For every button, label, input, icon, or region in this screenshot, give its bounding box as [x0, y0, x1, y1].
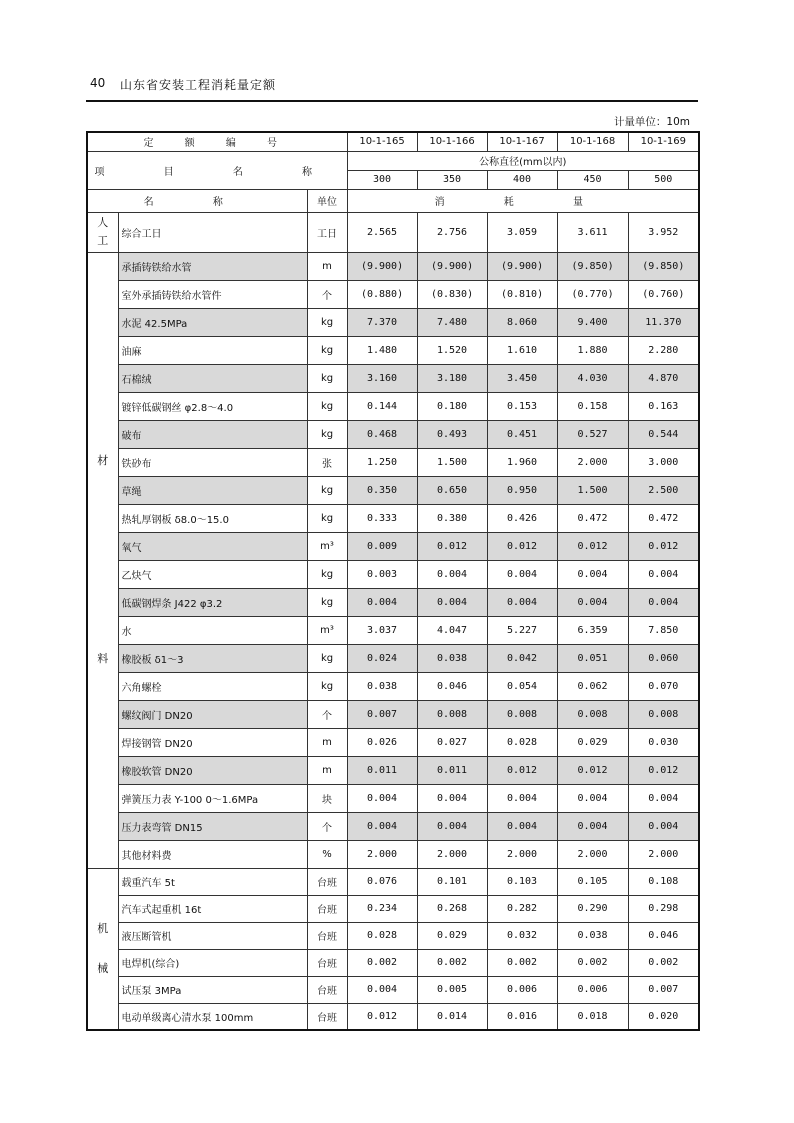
consumption-value: 2.565	[347, 212, 417, 252]
consumption-value: 0.004	[557, 784, 628, 812]
item-name: 油麻	[118, 336, 307, 364]
consumption-value: 1.610	[487, 336, 557, 364]
consumption-value: 1.520	[417, 336, 487, 364]
diameter-value: 400	[487, 170, 557, 189]
consumption-value: 1.250	[347, 448, 417, 476]
consumption-value: 0.350	[347, 476, 417, 504]
item-name: 螺纹阀门 DN20	[118, 700, 307, 728]
item-unit: 工日	[307, 212, 347, 252]
item-unit: m³	[307, 532, 347, 560]
consumption-value: 0.004	[628, 588, 699, 616]
consumption-value: 0.016	[487, 1003, 557, 1030]
consumption-value: 0.002	[347, 949, 417, 976]
consumption-value: 7.480	[417, 308, 487, 336]
consumption-value: 0.008	[417, 700, 487, 728]
item-name: 草绳	[118, 476, 307, 504]
item-unit: kg	[307, 392, 347, 420]
consumption-value: 0.012	[557, 532, 628, 560]
item-unit: 张	[307, 448, 347, 476]
consumption-value: 0.003	[347, 560, 417, 588]
consumption-value: 2.280	[628, 336, 699, 364]
item-unit: kg	[307, 308, 347, 336]
item-name: 液压断管机	[118, 922, 307, 949]
consumption-value: (0.880)	[347, 280, 417, 308]
item-unit: 台班	[307, 922, 347, 949]
consumption-value: 0.004	[557, 560, 628, 588]
item-unit: kg	[307, 504, 347, 532]
consumption-value: 0.380	[417, 504, 487, 532]
consumption-value: 0.158	[557, 392, 628, 420]
consumption-value: (0.770)	[557, 280, 628, 308]
item-unit: m	[307, 252, 347, 280]
consumption-value: 0.004	[487, 812, 557, 840]
table-row	[87, 756, 699, 784]
item-unit: 个	[307, 812, 347, 840]
consumption-value: 1.960	[487, 448, 557, 476]
consumption-value: 0.105	[557, 868, 628, 895]
consumption-value: (0.830)	[417, 280, 487, 308]
consumption-value: 0.029	[557, 728, 628, 756]
consumption-value: 0.180	[417, 392, 487, 420]
item-name: 弹簧压力表 Y-100 0～1.6MPa	[118, 784, 307, 812]
consumption-value: 0.298	[628, 895, 699, 922]
consumption-value: 0.451	[487, 420, 557, 448]
item-unit: 台班	[307, 895, 347, 922]
item-unit: kg	[307, 476, 347, 504]
consumption-value: 0.004	[628, 812, 699, 840]
consumption-value: 2.000	[628, 840, 699, 868]
item-name: 铁砂布	[118, 448, 307, 476]
table-row	[87, 448, 699, 476]
table-row	[87, 212, 699, 252]
consumption-value: 0.493	[417, 420, 487, 448]
consumption-value: 0.002	[628, 949, 699, 976]
consumption-value: 2.500	[628, 476, 699, 504]
consumption-value: 0.006	[487, 976, 557, 1003]
item-name: 汽车式起重机 16t	[118, 895, 307, 922]
diameter-label-row	[87, 151, 699, 170]
item-name: 承插铸铁给水管	[118, 252, 307, 280]
consumption-value: 0.012	[347, 1003, 417, 1030]
consumption-value: 0.026	[347, 728, 417, 756]
consumption-value: 3.037	[347, 616, 417, 644]
table-row	[87, 392, 699, 420]
quota-code: 10-1-169	[628, 132, 699, 151]
item-unit: 台班	[307, 976, 347, 1003]
consumption-value: 0.472	[628, 504, 699, 532]
consumption-value: (9.850)	[628, 252, 699, 280]
consumption-value: 0.004	[347, 812, 417, 840]
item-unit: kg	[307, 672, 347, 700]
consumption-value: 0.004	[347, 976, 417, 1003]
consumption-value: 0.007	[347, 700, 417, 728]
item-name: 低碳钢焊条 J422 φ3.2	[118, 588, 307, 616]
consumption-value: 0.014	[417, 1003, 487, 1030]
consumption-value: 0.004	[417, 812, 487, 840]
consumption-value: 5.227	[487, 616, 557, 644]
quota-code-row	[87, 132, 699, 151]
consumption-value: 3.952	[628, 212, 699, 252]
consumption-label: 消 耗 量	[347, 189, 699, 212]
quota-code: 10-1-168	[557, 132, 628, 151]
consumption-value: 0.650	[417, 476, 487, 504]
item-name: 石棉绒	[118, 364, 307, 392]
item-name: 氧气	[118, 532, 307, 560]
item-name: 热轧厚钢板 δ8.0～15.0	[118, 504, 307, 532]
consumption-value: 6.359	[557, 616, 628, 644]
item-unit: 台班	[307, 1003, 347, 1030]
book-title: 山东省安装工程消耗量定额	[120, 78, 277, 92]
table-row	[87, 728, 699, 756]
consumption-value: 2.000	[557, 840, 628, 868]
consumption-value: 0.544	[628, 420, 699, 448]
item-name: 橡胶软管 DN20	[118, 756, 307, 784]
consumption-value: 0.008	[487, 700, 557, 728]
item-name: 橡胶板 δ1～3	[118, 644, 307, 672]
quota-code: 10-1-166	[417, 132, 487, 151]
consumption-value: 2.000	[557, 448, 628, 476]
item-unit: %	[307, 840, 347, 868]
consumption-value: 4.030	[557, 364, 628, 392]
consumption-value: 3.450	[487, 364, 557, 392]
name-column-label: 名 称	[87, 189, 307, 212]
consumption-value: 1.880	[557, 336, 628, 364]
item-unit: kg	[307, 364, 347, 392]
item-unit: 块	[307, 784, 347, 812]
consumption-value: 0.333	[347, 504, 417, 532]
consumption-value: 0.076	[347, 868, 417, 895]
consumption-value: 0.007	[628, 976, 699, 1003]
consumption-value: 0.009	[347, 532, 417, 560]
consumption-value: 7.850	[628, 616, 699, 644]
consumption-value: 0.290	[557, 895, 628, 922]
consumption-value: 0.144	[347, 392, 417, 420]
consumption-value: 0.002	[487, 949, 557, 976]
table-row	[87, 922, 699, 949]
consumption-value: 0.018	[557, 1003, 628, 1030]
item-name: 水泥 42.5MPa	[118, 308, 307, 336]
item-unit: 台班	[307, 949, 347, 976]
consumption-value: 0.038	[417, 644, 487, 672]
consumption-value: (9.900)	[347, 252, 417, 280]
item-name: 破布	[118, 420, 307, 448]
item-unit: m	[307, 728, 347, 756]
table-row	[87, 364, 699, 392]
consumption-value: 3.059	[487, 212, 557, 252]
consumption-value: 3.611	[557, 212, 628, 252]
consumption-value: (0.810)	[487, 280, 557, 308]
table-row	[87, 700, 699, 728]
item-name: 焊接钢管 DN20	[118, 728, 307, 756]
table-row	[87, 1003, 699, 1030]
table-row	[87, 476, 699, 504]
consumption-value: 0.070	[628, 672, 699, 700]
table-row	[87, 784, 699, 812]
consumption-value: 0.060	[628, 644, 699, 672]
consumption-value: 0.012	[487, 756, 557, 784]
header-rule	[86, 100, 698, 102]
table-row	[87, 616, 699, 644]
item-unit: 个	[307, 700, 347, 728]
consumption-value: 0.051	[557, 644, 628, 672]
item-name: 水	[118, 616, 307, 644]
consumption-value: 0.062	[557, 672, 628, 700]
consumption-value: 0.004	[347, 784, 417, 812]
table-row	[87, 976, 699, 1003]
consumption-value: 0.038	[557, 922, 628, 949]
item-name: 试压泵 3MPa	[118, 976, 307, 1003]
unit-note: 计量单位：10m	[613, 116, 690, 128]
table-row	[87, 840, 699, 868]
consumption-value: 0.032	[487, 922, 557, 949]
item-name: 综合工日	[118, 212, 307, 252]
table-row	[87, 336, 699, 364]
quota-table	[86, 131, 700, 1031]
table-row	[87, 672, 699, 700]
item-unit: m³	[307, 616, 347, 644]
consumption-value: (9.900)	[487, 252, 557, 280]
page-header	[86, 76, 698, 100]
item-name: 电焊机(综合)	[118, 949, 307, 976]
item-unit: m	[307, 756, 347, 784]
item-unit: kg	[307, 336, 347, 364]
item-unit: kg	[307, 644, 347, 672]
consumption-value: 0.002	[557, 949, 628, 976]
consumption-value: 0.004	[557, 588, 628, 616]
item-name: 压力表弯管 DN15	[118, 812, 307, 840]
consumption-value: 0.282	[487, 895, 557, 922]
table-row	[87, 532, 699, 560]
consumption-value: 0.008	[628, 700, 699, 728]
consumption-value: 0.004	[628, 784, 699, 812]
consumption-value: 0.163	[628, 392, 699, 420]
consumption-value: 0.008	[557, 700, 628, 728]
item-unit: 个	[307, 280, 347, 308]
consumption-value: 11.370	[628, 308, 699, 336]
category-label: 人 工	[87, 212, 118, 252]
page-number: 40	[90, 76, 106, 90]
consumption-value: 0.472	[557, 504, 628, 532]
consumption-value: 1.500	[417, 448, 487, 476]
consumption-value: 0.004	[487, 784, 557, 812]
item-name: 六角螺栓	[118, 672, 307, 700]
consumption-value: (0.760)	[628, 280, 699, 308]
consumption-value: 0.004	[628, 560, 699, 588]
item-name: 其他材料费	[118, 840, 307, 868]
item-name: 室外承插铸铁给水管件	[118, 280, 307, 308]
consumption-value: 0.005	[417, 976, 487, 1003]
item-label: 项 目 名 称	[87, 151, 347, 189]
table-row	[87, 644, 699, 672]
item-unit: kg	[307, 420, 347, 448]
consumption-value: 0.012	[417, 532, 487, 560]
category-label: 机 械	[87, 868, 118, 1030]
table-row	[87, 308, 699, 336]
consumption-value: 3.160	[347, 364, 417, 392]
consumption-value: 0.103	[487, 868, 557, 895]
consumption-value: 0.268	[417, 895, 487, 922]
item-name: 镀锌低碳钢丝 φ2.8～4.0	[118, 392, 307, 420]
item-unit: kg	[307, 560, 347, 588]
consumption-value: 0.108	[628, 868, 699, 895]
diameter-value: 300	[347, 170, 417, 189]
consumption-value: 7.370	[347, 308, 417, 336]
consumption-value: 0.004	[417, 784, 487, 812]
item-name: 乙炔气	[118, 560, 307, 588]
consumption-value: 9.400	[557, 308, 628, 336]
consumption-value: 2.000	[347, 840, 417, 868]
consumption-value: 0.004	[417, 588, 487, 616]
quota-code: 10-1-167	[487, 132, 557, 151]
table-row	[87, 949, 699, 976]
column-header-row	[87, 189, 699, 212]
table-row	[87, 868, 699, 895]
consumption-value: 2.000	[487, 840, 557, 868]
consumption-value: 0.011	[347, 756, 417, 784]
consumption-value: 0.012	[628, 532, 699, 560]
item-unit: kg	[307, 588, 347, 616]
consumption-value: 4.047	[417, 616, 487, 644]
consumption-value: 0.027	[417, 728, 487, 756]
table-row	[87, 560, 699, 588]
consumption-value: 0.030	[628, 728, 699, 756]
table-row	[87, 420, 699, 448]
quota-label: 定 额 编 号	[87, 132, 347, 151]
consumption-value: 0.012	[557, 756, 628, 784]
table-row	[87, 588, 699, 616]
diameter-label: 公称直径(mm以内)	[347, 151, 699, 170]
consumption-value: 0.029	[417, 922, 487, 949]
consumption-value: 2.756	[417, 212, 487, 252]
consumption-value: 0.012	[487, 532, 557, 560]
consumption-value: 0.950	[487, 476, 557, 504]
consumption-value: 4.870	[628, 364, 699, 392]
consumption-value: 8.060	[487, 308, 557, 336]
consumption-value: 0.468	[347, 420, 417, 448]
table-row	[87, 280, 699, 308]
consumption-value: 0.004	[487, 560, 557, 588]
consumption-value: 0.020	[628, 1003, 699, 1030]
consumption-value: 0.527	[557, 420, 628, 448]
consumption-value: 0.012	[628, 756, 699, 784]
consumption-value: 3.000	[628, 448, 699, 476]
consumption-value: 0.028	[487, 728, 557, 756]
consumption-value: 2.000	[417, 840, 487, 868]
consumption-value: 0.028	[347, 922, 417, 949]
diameter-value: 350	[417, 170, 487, 189]
diameter-value: 500	[628, 170, 699, 189]
consumption-value: (9.850)	[557, 252, 628, 280]
consumption-value: 0.004	[417, 560, 487, 588]
consumption-value: 3.180	[417, 364, 487, 392]
consumption-value: 0.038	[347, 672, 417, 700]
consumption-value: 0.002	[417, 949, 487, 976]
consumption-value: 1.500	[557, 476, 628, 504]
consumption-value: 0.054	[487, 672, 557, 700]
table-row	[87, 812, 699, 840]
consumption-value: 0.426	[487, 504, 557, 532]
consumption-value: 0.101	[417, 868, 487, 895]
table-row	[87, 252, 699, 280]
category-label: 材 料	[87, 252, 118, 868]
consumption-value: 0.046	[628, 922, 699, 949]
unit-column-label: 单位	[307, 189, 347, 212]
consumption-value: 0.046	[417, 672, 487, 700]
consumption-value: 0.011	[417, 756, 487, 784]
consumption-value: 0.042	[487, 644, 557, 672]
diameter-value: 450	[557, 170, 628, 189]
item-unit: 台班	[307, 868, 347, 895]
consumption-value: 0.004	[487, 588, 557, 616]
consumption-value: 0.004	[347, 588, 417, 616]
consumption-value: 0.234	[347, 895, 417, 922]
consumption-value: 0.153	[487, 392, 557, 420]
consumption-value: 1.480	[347, 336, 417, 364]
table-row	[87, 895, 699, 922]
consumption-value: 0.004	[557, 812, 628, 840]
consumption-value: 0.006	[557, 976, 628, 1003]
item-name: 载重汽车 5t	[118, 868, 307, 895]
consumption-value: 0.024	[347, 644, 417, 672]
consumption-value: (9.900)	[417, 252, 487, 280]
quota-code: 10-1-165	[347, 132, 417, 151]
item-name: 电动单级离心清水泵 100mm	[118, 1003, 307, 1030]
table-row	[87, 504, 699, 532]
